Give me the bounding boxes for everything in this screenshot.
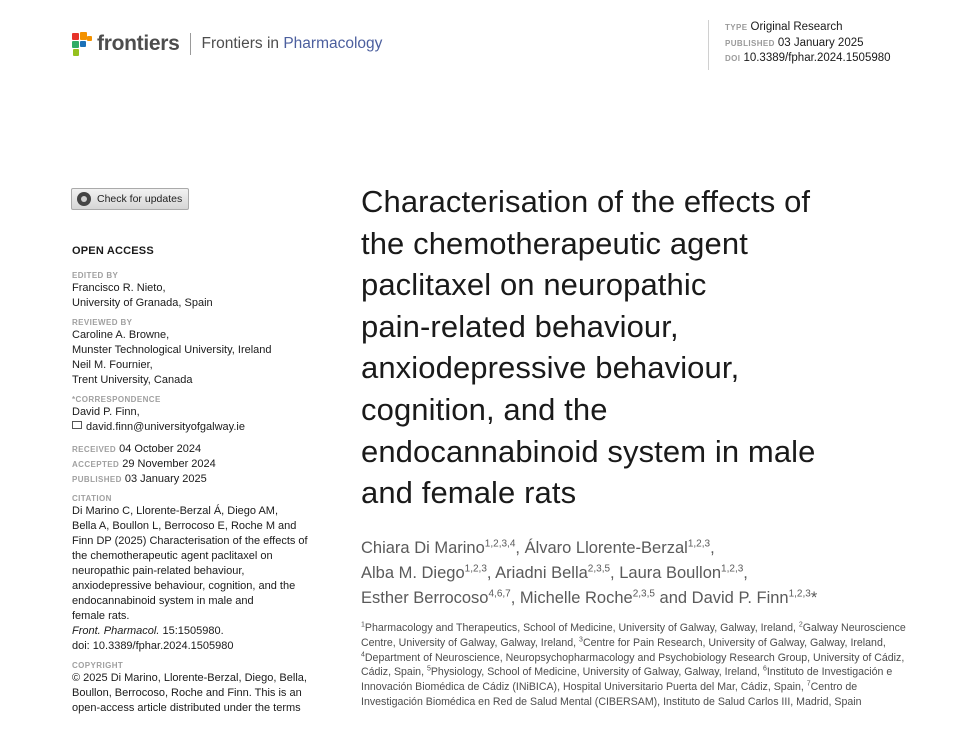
affiliation-text: Galway Neuroscience Centre, University of Galway, Galway, Ireland, <box>361 622 906 649</box>
reviewer-line: Trent University, Canada <box>72 374 193 386</box>
meta-line-published <box>725 36 891 52</box>
date-key: ACCEPTED <box>72 460 120 469</box>
edited-by-heading: EDITED BY <box>72 271 119 280</box>
author-separator: , <box>610 564 620 582</box>
article-sidebar <box>72 271 327 723</box>
citation-line: Finn DP (2025) Characterisation of the effects of <box>72 535 308 547</box>
affiliation-number: 5 <box>426 665 431 673</box>
date-published <box>72 472 327 487</box>
meta-line-doi <box>725 51 891 67</box>
author-affiliation-numbers: 2,3,5 <box>632 588 655 600</box>
open-access-label: OPEN ACCESS <box>72 245 154 257</box>
meta-value: Original Research <box>750 21 843 33</box>
affiliation-text: Centre for Pain Research, University of Galway, Galway, Ireland, <box>582 636 886 649</box>
date-value: 29 November 2024 <box>122 458 216 470</box>
citation-line: neuropathic pain-related behaviour, <box>72 565 245 577</box>
author-separator: , <box>515 539 525 557</box>
affiliation-number: 4 <box>361 651 365 659</box>
citation-line: the chemotherapeutic agent paclitaxel on <box>72 550 273 562</box>
correspondence-block <box>72 395 327 435</box>
copyright-heading: COPYRIGHT <box>72 661 124 670</box>
author-affiliation-numbers: 1,2,3 <box>687 538 711 550</box>
check-for-updates-button[interactable] <box>71 188 189 210</box>
author-separator: and <box>654 589 692 607</box>
crossmark-icon <box>77 192 91 206</box>
title-line: anxiodepressive behaviour, <box>361 350 740 386</box>
reviewed-by-heading: REVIEWED BY <box>72 318 133 327</box>
affiliation-number: 3 <box>579 636 583 644</box>
citation-doi[interactable]: doi: 10.3389/fphar.2024.1505980 <box>72 640 234 652</box>
copyright-line: open-access article distributed under the terms <box>72 702 301 714</box>
title-line: the chemotherapeutic agent <box>361 225 748 261</box>
citation-line: Di Marino C, Llorente-Berzal Á, Diego AM, <box>72 505 279 517</box>
editor-line: Francisco R. Nieto, <box>72 282 166 294</box>
affiliation-text: Physiology, School of Medicine, University of Galway, Galway, Ireland, <box>430 666 763 679</box>
title-line: endocannabinoid system in male <box>361 433 816 469</box>
check-for-updates-label: Check for updates <box>97 193 183 205</box>
author-name[interactable]: Alba M. Diego <box>361 564 465 582</box>
date-received <box>72 442 327 457</box>
edited-by-block <box>72 271 327 311</box>
citation-block <box>72 494 327 654</box>
frontiers-logo-icon <box>72 32 94 56</box>
date-value: 04 October 2024 <box>119 443 202 455</box>
meta-value[interactable]: 10.3389/fphar.2024.1505980 <box>743 52 891 64</box>
author-name[interactable]: Chiara Di Marino <box>361 539 485 557</box>
copyright-line: © 2025 Di Marino, Llorente-Berzal, Diego, Bella, <box>72 672 307 684</box>
affiliation-number: 6 <box>762 665 767 673</box>
edited-by-lines <box>72 281 327 311</box>
citation-line: female rats. <box>72 610 130 622</box>
reviewed-by-lines <box>72 328 327 388</box>
affiliation-number: 1 <box>361 621 365 629</box>
author-affiliation-numbers: 1,2,3 <box>464 563 487 575</box>
citation-heading: CITATION <box>72 494 112 503</box>
article-title <box>361 181 921 514</box>
author-name[interactable]: David P. Finn <box>691 589 789 607</box>
editor-line: University of Granada, Spain <box>72 297 213 309</box>
dates-block <box>72 442 327 487</box>
author-affiliation-numbers: 1,2,3,4 <box>484 538 516 550</box>
author-name[interactable]: Álvaro Llorente-Berzal <box>524 539 688 557</box>
meta-value: 03 January 2025 <box>777 36 864 49</box>
affiliation-number: 7 <box>806 680 811 688</box>
author-name[interactable]: Esther Berrocoso <box>361 589 489 607</box>
author-list <box>361 536 921 611</box>
brand-name: frontiers <box>97 32 180 55</box>
reviewer-line: Caroline A. Browne, <box>72 329 170 341</box>
article-meta <box>708 20 891 70</box>
author-separator: , <box>486 564 496 582</box>
date-accepted <box>72 457 327 472</box>
reviewer-line: Munster Technological University, Ireland <box>72 344 272 356</box>
author-separator: * <box>810 589 818 607</box>
affiliation-text: Department of Neuroscience, Neuropsychopharmacology and Psychobiology Research Group, University of Cádiz, Cádiz, Spain, <box>361 651 905 679</box>
logo-divider <box>190 33 191 55</box>
meta-key: TYPE <box>725 23 748 32</box>
title-line: cognition, and the <box>361 391 608 427</box>
author-affiliation-numbers: 2,3,5 <box>587 563 611 575</box>
title-line: Characterisation of the effects of <box>361 184 811 219</box>
citation-line: Bella A, Boullon L, Berrocoso E, Roche M and <box>72 520 297 532</box>
journal-name[interactable]: Frontiers in Pharmacology <box>201 35 383 52</box>
correspondence-heading: *CORRESPONDENCE <box>72 395 161 404</box>
envelope-icon <box>72 421 82 429</box>
copyright-block <box>72 661 327 716</box>
author-name[interactable]: Michelle Roche <box>519 589 633 607</box>
citation-line: endocannabinoid system in male and <box>72 595 254 607</box>
copyright-lines <box>72 671 327 716</box>
reviewer-line: Neil M. Fournier, <box>72 359 153 371</box>
affiliation-number: 2 <box>798 621 803 629</box>
author-affiliation-numbers: 4,6,7 <box>488 588 511 600</box>
title-line: paclitaxel on neuropathic <box>361 267 707 303</box>
meta-key: PUBLISHED <box>725 38 775 48</box>
author-separator: , <box>710 539 715 557</box>
author-name[interactable]: Ariadni Bella <box>495 564 588 582</box>
author-affiliation-numbers: 1,2,3 <box>721 563 744 575</box>
citation-line: anxiodepressive behaviour, cognition, and the <box>72 580 296 592</box>
meta-key: DOI <box>725 54 741 63</box>
affiliation-text: Instituto de Investigación e Innovación Biomédica de Cádiz (INiBICA), Hospital Universitario Puerta del Mar, Cádiz, Spain, <box>361 666 893 694</box>
title-line: and female rats <box>361 475 577 511</box>
date-key: PUBLISHED <box>72 475 122 484</box>
frontiers-logo[interactable] <box>72 32 382 56</box>
meta-line-type <box>725 20 891 36</box>
author-affiliation-numbers: 1,2,3 <box>788 588 811 600</box>
correspondence-email[interactable]: david.finn@universityofgalway.ie <box>86 421 245 433</box>
correspondence-email-row[interactable] <box>72 420 327 435</box>
affiliation-text: Pharmacology and Therapeutics, School of Medicine, University of Galway, Galway, Ireland, <box>364 622 799 634</box>
affiliations <box>361 621 906 710</box>
author-name[interactable]: Laura Boullon <box>619 564 722 582</box>
date-value: 03 January 2025 <box>124 473 207 485</box>
copyright-line: Boullon, Berrocoso, Roche and Finn. This is an <box>72 687 302 699</box>
reviewed-by-block <box>72 318 327 388</box>
affiliation-text: Centro de Investigación Biomédica en Red de Salud Mental (CIBERSAM), Instituto de Salud Carlos III, Madrid, Spain <box>361 681 862 708</box>
title-line: pain-related behaviour, <box>361 308 679 344</box>
author-separator: , <box>743 564 748 582</box>
citation-journal-line: Front. Pharmacol. 15:1505980. <box>72 625 224 637</box>
date-key: RECEIVED <box>72 445 117 454</box>
author-separator: , <box>510 589 520 607</box>
citation-lines <box>72 504 327 624</box>
correspondence-name: David P. Finn, <box>72 406 140 418</box>
